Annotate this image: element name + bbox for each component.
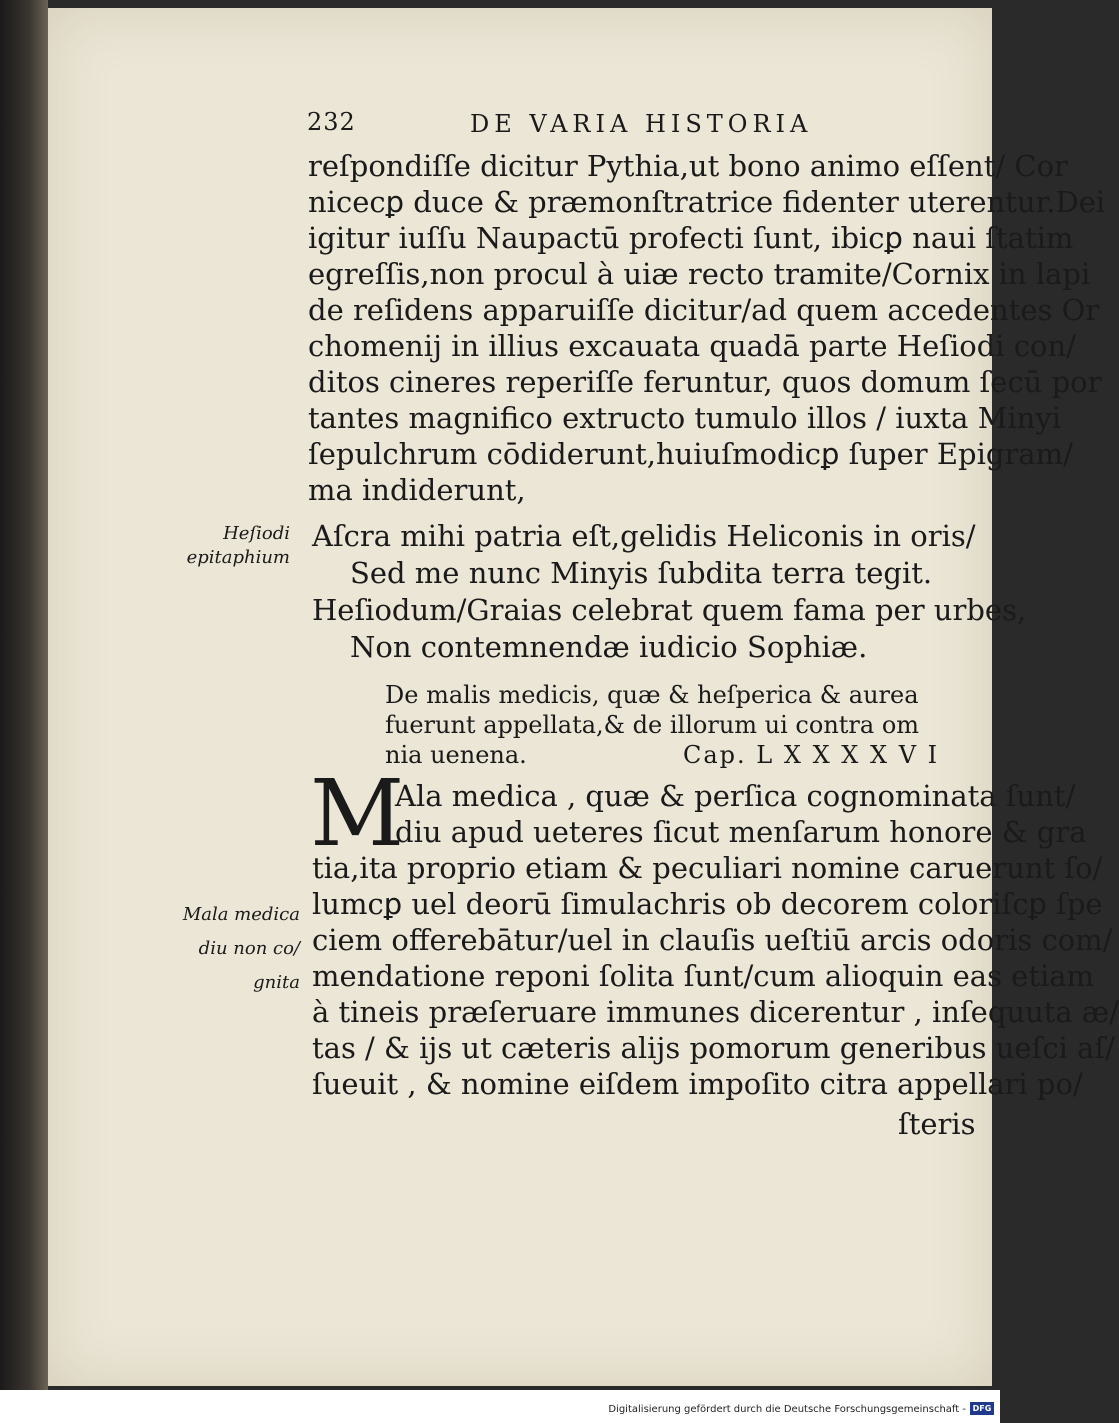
text-line: mendatione reponi ſolita ſunt/cum alioquin eas etiam bbox=[312, 959, 1095, 993]
text-line: à tineis præſeruare immunes dicerentur , inſequuta æ/ bbox=[312, 995, 1119, 1029]
text-line: de reſidens apparuiſſe dicitur/ad quem accedentes Or bbox=[308, 293, 1100, 327]
catchword: ſteris bbox=[898, 1107, 976, 1141]
verse-line: Heſiodum/Graias celebrat quem fama per urbes, bbox=[312, 593, 1027, 627]
text-line: ma indiderunt, bbox=[308, 473, 526, 507]
funding-credit: Digitalisierung gefördert durch die Deutsche Forschungsgemeinschaft - bbox=[608, 1404, 966, 1415]
chapter-label: Cap. L X X X X V I bbox=[683, 741, 940, 769]
text-line: lumcꝑ uel deorū ſimulachris ob decorem coloriſcꝑ ſpe bbox=[312, 887, 1103, 921]
running-title: DE VARIA HISTORIA bbox=[470, 110, 813, 138]
margin-note-line: gnita bbox=[253, 972, 300, 993]
text-line: egreſſis,non procul à uiæ recto tramite/Cornix in lapi bbox=[308, 257, 1091, 291]
text-line: tas / & ijs ut cæteris alijs pomorum generibus uеſci aſ/ bbox=[312, 1031, 1115, 1065]
text-line: chomenij in illius excauata quadā parte Heſiodi con/ bbox=[308, 329, 1076, 363]
verse-line: Aſcra mihi patria eſt,gelidis Heliconis in oris/ bbox=[312, 519, 976, 553]
page-number: 232 bbox=[307, 108, 356, 136]
book-spine bbox=[0, 0, 48, 1390]
text-line: tia,ita proprio etiam & peculiari nomine caruerunt ſo/ bbox=[312, 851, 1103, 885]
chapter-heading-line: nia uenena. bbox=[385, 741, 527, 769]
margin-note-line: epitaphium bbox=[186, 547, 290, 568]
text-line: ciem offerebātur/uel in clauſis ueſtiū arcis odoris com/ bbox=[312, 923, 1113, 957]
text-line: diu apud ueteres ſicut menſarum honore & gra bbox=[395, 815, 1087, 849]
chapter-heading-line: fuerunt appellata,& de illorum ui contra om bbox=[385, 711, 920, 739]
text-line: ſueuit , & nomine eiſdem impoſito citra appellari po/ bbox=[312, 1067, 1083, 1101]
text-line: ſepulchrum cōdiderunt,huiuſmodicꝑ ſuper Epigram/ bbox=[308, 437, 1073, 471]
drop-cap: M bbox=[310, 760, 405, 867]
chapter-heading-line: De malis medicis, quæ & heſperica & aurea bbox=[385, 681, 919, 709]
margin-note-line: Heſiodi bbox=[223, 523, 290, 544]
text-line: tantes magnifico extructo tumulo illos / iuxta Minyi bbox=[308, 401, 1061, 435]
text-line: igitur iuſſu Naupactū profecti ſunt, ibicꝑ naui ſtatim bbox=[308, 221, 1074, 255]
text-line: ditos cineres reperiſſe feruntur, quos domum ſecū por bbox=[308, 365, 1102, 399]
verse-line: Non contemnendæ iudicio Sophiæ. bbox=[350, 630, 868, 664]
margin-note-epitaph bbox=[187, 522, 290, 570]
dfg-logo: DFG bbox=[970, 1402, 994, 1415]
verse-line: Sed me nunc Minyis ſubdita terra tegit. bbox=[350, 556, 933, 590]
text-line: nicecꝑ duce & præmonſtratrice fidenter uterentur.Dei bbox=[308, 185, 1106, 219]
text-line: reſpondiſſe dicitur Pythia,ut bono animo eſſent/ Cor bbox=[308, 149, 1068, 183]
margin-note-line: diu non co/ bbox=[198, 938, 300, 959]
margin-note-line: Mala medica bbox=[182, 904, 300, 925]
margin-note-mala-medica bbox=[183, 898, 300, 1000]
text-line: Ala medica , quæ & perſica cognominata ſunt/ bbox=[395, 779, 1076, 813]
